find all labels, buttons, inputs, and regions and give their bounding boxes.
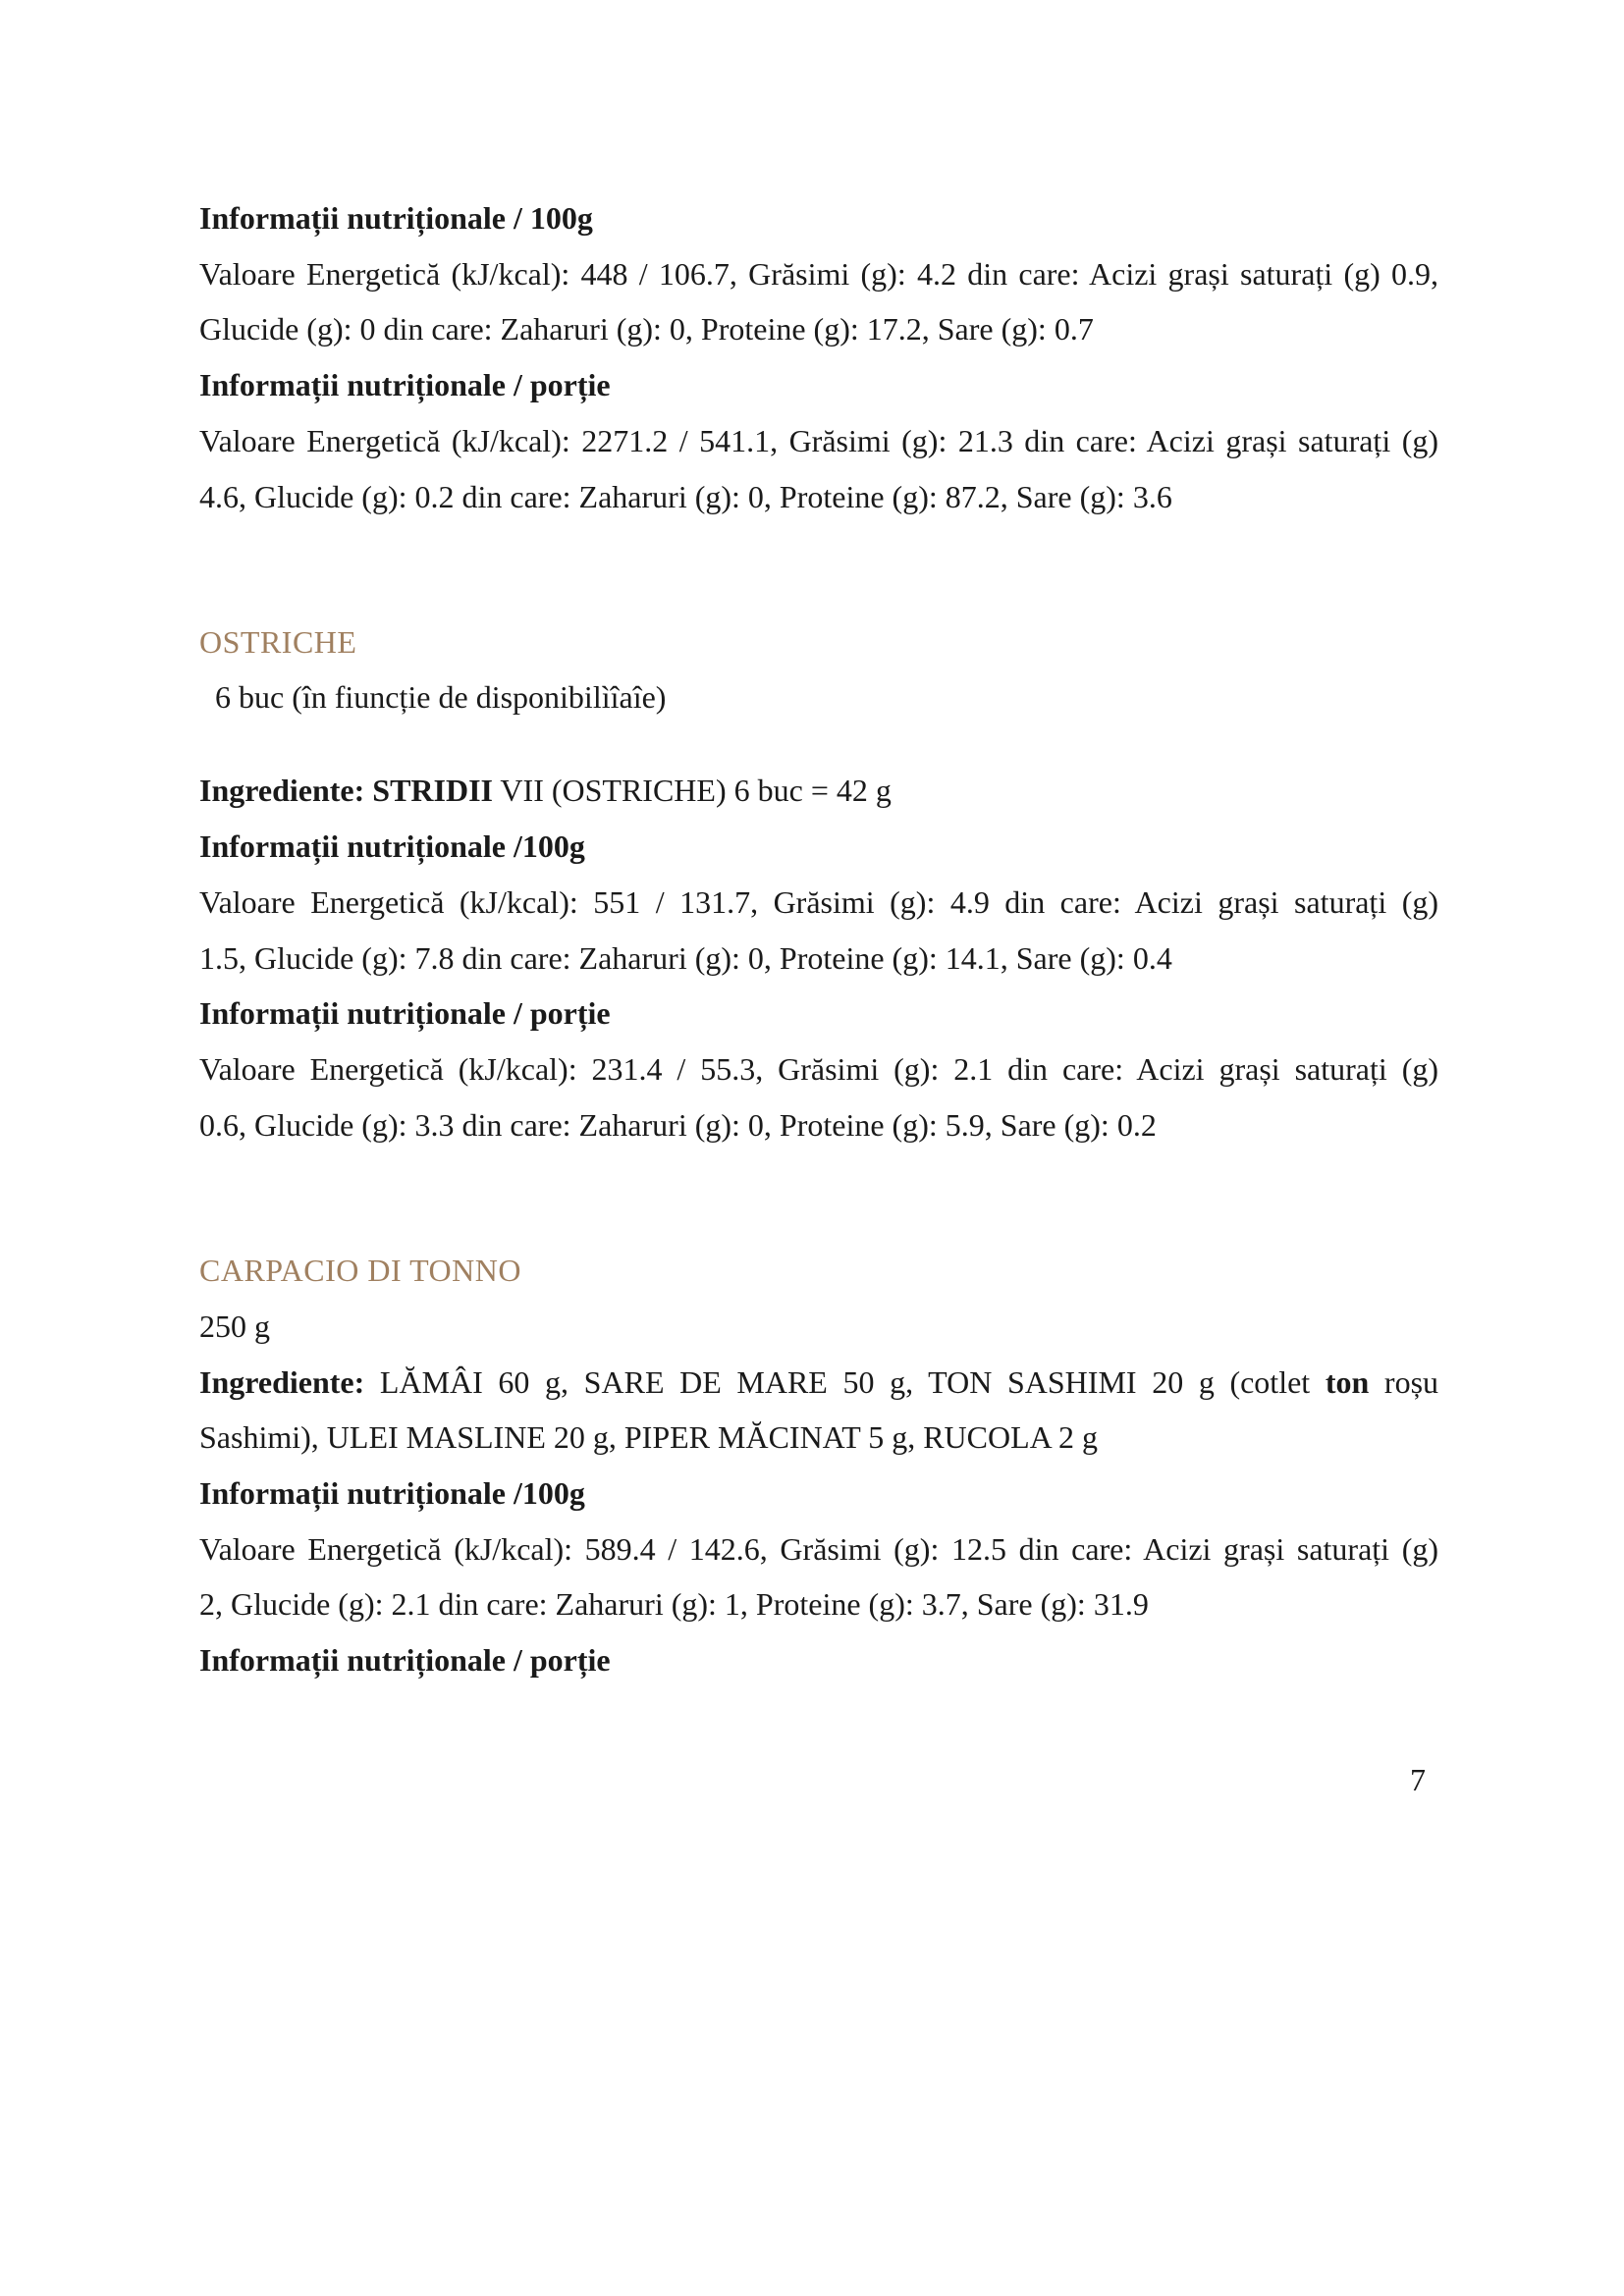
ingredients-line xyxy=(199,772,892,809)
nutrition-values-line: 2, Glucide (g): 2.1 din care: Zaharuri (g): 1, Proteine (g): 3.7, Sare (g): 31.9 xyxy=(199,1586,1149,1622)
nutrition-heading-portion: Informații nutriționale / porție xyxy=(199,995,611,1031)
nutrition-values-line: Valoare Energetică (kJ/kcal): 231.4 / 55.3, Grăsimi (g): 2.1 din care: Acizi grași saturați (g) xyxy=(199,1051,1438,1087)
nutrition-values-line: Valoare Energetică (kJ/kcal): 2271.2 / 541.1, Grăsimi (g): 21.3 din care: Acizi grași saturați (g) xyxy=(199,423,1438,458)
dish-title: OSTRICHE xyxy=(199,624,357,660)
nutrition-values-line: Valoare Energetică (kJ/kcal): 589.4 / 142.6, Grăsimi (g): 12.5 din care: Acizi grași saturați (g) xyxy=(199,1531,1438,1567)
ingredients-label: Ingrediente: xyxy=(199,773,365,808)
ingredients-line xyxy=(199,1363,1438,1401)
ingredient-highlight: ton xyxy=(1325,1364,1370,1400)
nutrition-heading-portion: Informații nutriționale / porție xyxy=(199,1642,611,1678)
dish-subtitle: 6 buc (în fiuncție de disponibilìîaîe) xyxy=(215,679,667,715)
nutrition-values-line: Valoare Energetică (kJ/kcal): 448 / 106.7, Grăsimi (g): 4.2 din care: Acizi grași saturați (g) 0.9, xyxy=(199,256,1438,292)
nutrition-heading-100g: Informații nutriționale /100g xyxy=(199,828,585,864)
page-number: 7 xyxy=(1410,1762,1426,1797)
nutrition-values-line: 4.6, Glucide (g): 0.2 din care: Zaharuri (g): 0, Proteine (g): 87.2, Sare (g): 3.6 xyxy=(199,479,1172,514)
nutrition-heading-100g: Informații nutriționale / 100g xyxy=(199,200,593,236)
nutrition-heading-100g: Informații nutriționale /100g xyxy=(199,1475,585,1511)
ingredients-text: roșu xyxy=(1383,1364,1439,1400)
dish-weight: 250 g xyxy=(199,1308,270,1344)
ingredients-text: VII (OSTRICHE) 6 buc = 42 g xyxy=(500,773,892,808)
nutrition-values-line: 1.5, Glucide (g): 7.8 din care: Zaharuri (g): 0, Proteine (g): 14.1, Sare (g): 0.4 xyxy=(199,940,1172,976)
document-page xyxy=(199,0,1438,2296)
ingredients-label: Ingrediente: xyxy=(199,1364,365,1400)
nutrition-values-line: 0.6, Glucide (g): 3.3 din care: Zaharuri (g): 0, Proteine (g): 5.9, Sare (g): 0.2 xyxy=(199,1107,1157,1143)
nutrition-values-line: Valoare Energetică (kJ/kcal): 551 / 131.7, Grăsimi (g): 4.9 din care: Acizi grași saturați (g) xyxy=(199,884,1438,920)
ingredient-highlight: STRIDII xyxy=(372,773,493,808)
ingredients-text: LĂMÂI 60 g, SARE DE MARE 50 g, TON SASHIMI 20 g (cotlet xyxy=(379,1364,1311,1400)
ingredients-line: Sashimi), ULEI MASLINE 20 g, PIPER MĂCINAT 5 g, RUCOLA 2 g xyxy=(199,1419,1098,1455)
dish-title: CARPACIO DI TONNO xyxy=(199,1253,521,1288)
nutrition-values-line: Glucide (g): 0 din care: Zaharuri (g): 0, Proteine (g): 17.2, Sare (g): 0.7 xyxy=(199,311,1094,347)
nutrition-heading-portion: Informații nutriționale / porție xyxy=(199,367,611,402)
